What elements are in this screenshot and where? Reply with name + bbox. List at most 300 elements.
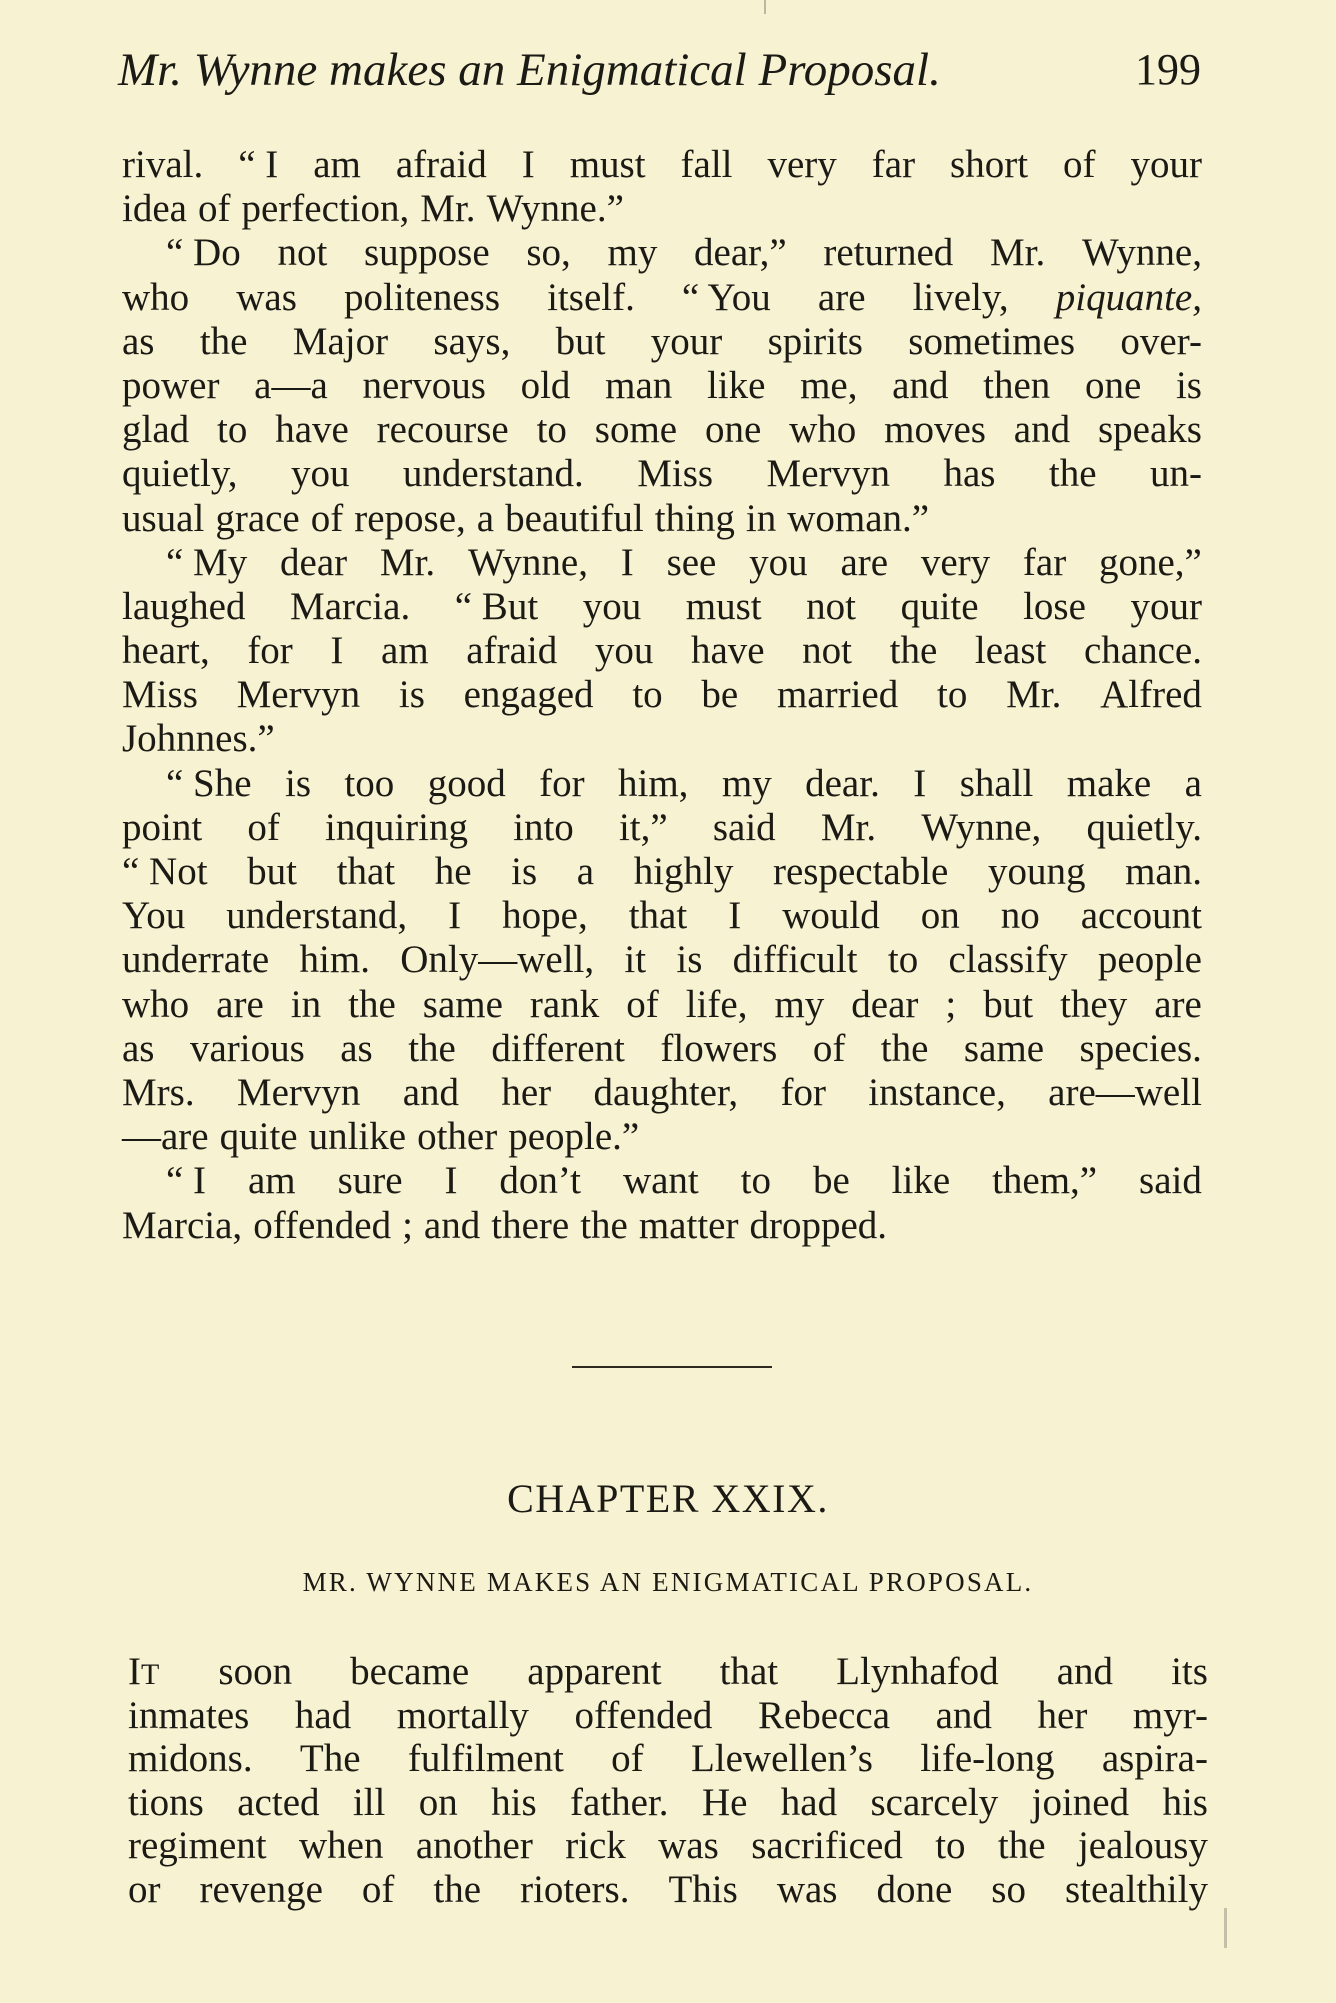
- word: ;: [945, 982, 957, 1026]
- word: don’t: [499, 1159, 582, 1203]
- word: not: [277, 231, 328, 275]
- word: I: [728, 894, 742, 938]
- text-line: [122, 187, 1202, 231]
- word: “ I: [238, 143, 279, 186]
- word: married: [776, 673, 899, 717]
- word: itself.: [547, 275, 635, 319]
- word: hope,: [502, 894, 588, 938]
- word: you: [290, 452, 350, 496]
- word: aspira-: [1101, 1737, 1208, 1781]
- word: flowers: [660, 1026, 778, 1070]
- word: you: [594, 629, 654, 673]
- word: but: [247, 850, 298, 893]
- text-line: [122, 320, 1202, 364]
- word: life,: [685, 982, 748, 1026]
- text-line: [122, 629, 1202, 673]
- word: too: [344, 761, 395, 805]
- word: and: [935, 1693, 992, 1737]
- word: acted: [237, 1780, 320, 1824]
- word: I: [521, 143, 535, 186]
- word: dropped.: [749, 1203, 888, 1247]
- word: Miss: [637, 452, 714, 496]
- word: old: [520, 363, 571, 407]
- word: joined: [1031, 1780, 1130, 1824]
- word: species.: [1079, 1026, 1202, 1070]
- word: Only—well,: [400, 938, 595, 982]
- word: Mr.: [420, 187, 476, 231]
- word: I: [620, 540, 634, 584]
- word: am: [313, 143, 361, 186]
- word: Major: [292, 319, 389, 363]
- text-line: [122, 231, 1202, 275]
- word: of: [1063, 143, 1096, 186]
- word: beautiful: [505, 496, 644, 540]
- word: and: [1013, 408, 1071, 452]
- word: good: [427, 761, 506, 805]
- word: I: [330, 629, 344, 673]
- word: him,: [618, 761, 689, 805]
- word: like: [891, 1159, 951, 1203]
- word: into: [513, 805, 574, 849]
- word: engaged: [463, 673, 594, 717]
- word: same: [963, 1026, 1045, 1070]
- word: “ She: [166, 761, 252, 805]
- word: when: [299, 1824, 384, 1868]
- word: him.: [299, 938, 370, 982]
- word: as: [340, 1026, 373, 1070]
- word: soon: [218, 1650, 293, 1693]
- word: a—a: [254, 363, 328, 407]
- word: but: [555, 319, 606, 363]
- word: the: [880, 1026, 929, 1070]
- word: the: [889, 629, 938, 673]
- word: regiment: [128, 1824, 267, 1868]
- word: speaks: [1097, 408, 1202, 452]
- upper-text-block: [122, 143, 1202, 1248]
- word: then: [983, 363, 1051, 407]
- word: like: [706, 363, 766, 407]
- word: Marcia,: [122, 1203, 243, 1247]
- word: it: [624, 938, 647, 982]
- word: am: [381, 629, 429, 673]
- word: have: [275, 408, 349, 452]
- text-line: [122, 850, 1202, 894]
- word: them,”: [992, 1159, 1098, 1203]
- word: unlike: [308, 1115, 407, 1159]
- word: mortally: [396, 1693, 529, 1737]
- word: repose,: [354, 496, 466, 540]
- word: lively,: [912, 275, 1009, 319]
- word: as: [122, 319, 155, 363]
- word: make: [1066, 761, 1152, 805]
- word: be: [812, 1159, 850, 1203]
- text-line: [122, 1159, 1202, 1203]
- word: are: [216, 982, 264, 1026]
- word: you: [582, 584, 642, 628]
- word: are: [1154, 982, 1202, 1026]
- word: recourse: [376, 408, 509, 452]
- word: shall: [959, 761, 1034, 805]
- word: Mr.: [990, 231, 1046, 275]
- word: same: [422, 982, 503, 1026]
- text-line: [122, 143, 1202, 187]
- text-line: [128, 1694, 1208, 1738]
- text-line: [122, 1027, 1202, 1071]
- word: heart,: [122, 629, 210, 673]
- word: and: [892, 363, 949, 407]
- word: Mervyn: [766, 452, 891, 496]
- word: one: [704, 408, 762, 452]
- word: to: [936, 673, 968, 717]
- page-edge-mark-bottom: [1224, 1908, 1227, 1948]
- word: stealthily: [1064, 1867, 1208, 1911]
- word: is: [284, 761, 311, 805]
- word: tions: [128, 1780, 204, 1824]
- word: chance.: [1083, 629, 1202, 673]
- word: classify: [948, 938, 1068, 982]
- word: sure: [337, 1159, 403, 1203]
- word: far: [871, 143, 916, 186]
- text-line: [122, 452, 1202, 496]
- text-line: [128, 1737, 1208, 1781]
- word: over-: [1120, 319, 1202, 363]
- word: of: [197, 187, 231, 231]
- word: Llewellen’s: [690, 1737, 873, 1781]
- word: apparent: [527, 1650, 662, 1693]
- word: offended: [574, 1693, 713, 1737]
- chapter-heading: CHAPTER XXIX.: [507, 1476, 829, 1521]
- running-head: [118, 38, 1201, 102]
- text-line: [122, 276, 1202, 320]
- word: other: [417, 1115, 498, 1159]
- word: who: [122, 275, 190, 319]
- word: dear: [851, 982, 919, 1026]
- word: my: [774, 982, 825, 1026]
- word: rank: [529, 982, 600, 1026]
- word: point: [122, 805, 203, 849]
- text-line: [122, 1204, 1202, 1248]
- word: but: [983, 982, 1034, 1026]
- word: respectable: [772, 850, 949, 893]
- word: Mervyn: [236, 673, 361, 717]
- word: I: [448, 894, 462, 938]
- word: said: [712, 805, 776, 849]
- word: offended: [253, 1203, 392, 1247]
- word: there: [491, 1203, 570, 1247]
- word: rick: [565, 1824, 626, 1868]
- word: that: [628, 894, 688, 938]
- word: in: [745, 496, 777, 540]
- word: me,: [800, 363, 858, 407]
- word: Alfred: [1100, 673, 1202, 717]
- word: IT: [128, 1650, 161, 1693]
- text-line: [122, 938, 1202, 982]
- word: sacrificed: [751, 1824, 903, 1868]
- word: life-long: [920, 1737, 1055, 1781]
- word: or: [128, 1867, 161, 1911]
- word: and: [1056, 1650, 1113, 1693]
- word: not: [802, 629, 853, 673]
- word: of: [812, 1026, 846, 1070]
- word: I: [444, 1159, 458, 1203]
- word: glad: [122, 408, 190, 452]
- word: ill: [352, 1780, 386, 1824]
- word: least: [974, 629, 1047, 673]
- word: “ But: [454, 584, 539, 628]
- word: account: [1080, 894, 1202, 938]
- word: daughter,: [593, 1070, 739, 1114]
- text-line: [122, 408, 1202, 452]
- text-line: [122, 673, 1202, 717]
- word: man: [605, 363, 673, 407]
- text-line: [122, 497, 1202, 541]
- word: must: [569, 143, 646, 186]
- word: suppose: [363, 231, 490, 275]
- lower-text-block: [128, 1650, 1208, 1912]
- word: you: [749, 540, 808, 584]
- word: to: [632, 673, 663, 717]
- word: have: [690, 629, 765, 673]
- word: your: [650, 319, 723, 363]
- word: done: [876, 1867, 953, 1911]
- word: moves: [884, 408, 986, 452]
- word: power: [122, 363, 220, 407]
- word: dear: [280, 540, 348, 584]
- word: different: [491, 1026, 625, 1070]
- word: thing: [654, 496, 735, 540]
- word: Mervyn: [236, 1070, 361, 1114]
- word: Mrs.: [122, 1070, 195, 1114]
- word: “ Do: [166, 231, 241, 275]
- word: one: [1084, 363, 1142, 407]
- word: nervous: [362, 363, 486, 407]
- word: the: [997, 1824, 1046, 1868]
- word: the: [433, 1867, 482, 1911]
- word: who: [789, 408, 857, 452]
- text-line: [122, 541, 1202, 585]
- word: highly: [633, 850, 734, 893]
- word: became: [350, 1650, 470, 1693]
- word: Wynne.”: [486, 187, 624, 231]
- word: was: [236, 275, 297, 319]
- word: in: [290, 982, 322, 1026]
- word: to: [740, 1159, 772, 1203]
- word: father.: [570, 1780, 669, 1824]
- word: the: [580, 1203, 628, 1247]
- word: piquante,: [1055, 275, 1202, 319]
- text-line: [128, 1650, 1208, 1694]
- word: for: [780, 1070, 826, 1114]
- word: not: [806, 584, 857, 628]
- word: man.: [1125, 850, 1202, 893]
- word: and: [402, 1070, 460, 1114]
- word: afraid: [466, 629, 558, 673]
- word: “ Not: [122, 850, 208, 893]
- word: Mr.: [1006, 673, 1062, 717]
- word: quietly,: [122, 452, 238, 496]
- word: revenge: [199, 1867, 323, 1911]
- word: it,”: [618, 805, 668, 849]
- word: some: [594, 408, 678, 452]
- word: are—well: [1048, 1070, 1202, 1114]
- word: inmates: [128, 1693, 250, 1737]
- word: lose: [1023, 584, 1086, 628]
- word: my: [607, 231, 658, 275]
- text-line: [122, 717, 1202, 761]
- word: had: [294, 1693, 352, 1737]
- word: says,: [433, 319, 511, 363]
- text-line: [122, 762, 1202, 806]
- word: to: [935, 1824, 966, 1868]
- word: that: [336, 850, 396, 893]
- word: quietly.: [1086, 805, 1202, 849]
- word: You: [122, 894, 186, 938]
- word: has: [943, 452, 996, 496]
- word: —are: [122, 1115, 209, 1159]
- word: understand,: [226, 894, 408, 938]
- text-line: [122, 806, 1202, 850]
- word: is: [398, 673, 425, 717]
- text-line: [122, 585, 1202, 629]
- word: midons.: [128, 1737, 253, 1781]
- text-line: [122, 894, 1202, 938]
- word: various: [189, 1026, 305, 1070]
- word: short: [950, 143, 1029, 186]
- word: He: [701, 1780, 748, 1824]
- word: on: [920, 894, 960, 938]
- word: no: [1000, 894, 1040, 938]
- word: fall: [680, 143, 733, 186]
- word: woman.”: [787, 496, 930, 540]
- word: of: [361, 1867, 395, 1911]
- word: underrate: [122, 938, 270, 982]
- word: quite: [219, 1115, 298, 1159]
- word: its: [1171, 1650, 1208, 1693]
- running-head-title: Mr. Wynne makes an Enigmatical Proposal.: [118, 44, 941, 96]
- word: dear.: [805, 761, 880, 805]
- word: Marcia.: [290, 584, 411, 628]
- word: so,: [526, 231, 571, 275]
- word: quite: [900, 584, 979, 628]
- word: and: [423, 1203, 481, 1247]
- word: grace: [215, 496, 300, 540]
- word: they: [1060, 982, 1128, 1026]
- word: Wynne,: [921, 805, 1042, 849]
- word: a: [576, 850, 595, 893]
- word: jealousy: [1077, 1824, 1208, 1868]
- word: The: [299, 1737, 361, 1781]
- word: very: [767, 143, 837, 186]
- word: am: [247, 1159, 296, 1203]
- word: want: [622, 1159, 699, 1203]
- word: had: [780, 1780, 838, 1824]
- word: Johnnes.”: [122, 717, 275, 761]
- word: afraid: [395, 143, 487, 186]
- word: is: [511, 850, 538, 893]
- word: for: [247, 629, 293, 673]
- word: said: [1139, 1159, 1202, 1203]
- word: matter: [638, 1203, 739, 1247]
- text-line: [128, 1868, 1208, 1912]
- text-line: [122, 1115, 1202, 1159]
- word: your: [1130, 143, 1202, 186]
- word: perfection,: [241, 187, 410, 231]
- word: was: [776, 1867, 838, 1911]
- word: returned: [823, 231, 954, 275]
- word: who: [122, 982, 190, 1026]
- word: her: [1037, 1693, 1088, 1737]
- page-edge-mark: [764, 0, 766, 14]
- word: of: [626, 982, 659, 1026]
- section-divider-rule: [572, 1366, 772, 1368]
- word: understand.: [402, 452, 584, 496]
- word: rival.: [122, 143, 204, 186]
- text-line: [128, 1781, 1208, 1825]
- word: was: [658, 1824, 719, 1868]
- word: dear,”: [694, 231, 787, 275]
- chapter-subtitle: MR. WYNNE MAKES AN ENIGMATICAL PROPOSAL.: [302, 1567, 1034, 1597]
- word: your: [1130, 584, 1202, 628]
- word: for: [539, 761, 585, 805]
- word: to: [217, 408, 248, 452]
- word: ;: [402, 1203, 413, 1247]
- word: to: [887, 938, 919, 982]
- word: must: [685, 584, 762, 628]
- word: “ I: [166, 1159, 207, 1203]
- word: are: [817, 275, 866, 319]
- word: as: [122, 1026, 155, 1070]
- word: Miss: [122, 673, 198, 717]
- page-number: 199: [1135, 45, 1201, 94]
- word: sometimes: [908, 319, 1076, 363]
- word: a: [476, 496, 495, 540]
- word: idea: [122, 187, 187, 231]
- word: another: [415, 1824, 533, 1868]
- text-line: [122, 364, 1202, 408]
- word: her: [501, 1070, 552, 1114]
- word: scarcely: [870, 1780, 999, 1824]
- word: he: [434, 850, 472, 893]
- word: instance,: [868, 1070, 1006, 1114]
- word: Wynne,: [467, 540, 588, 584]
- word: myr-: [1132, 1693, 1208, 1737]
- word: “ My: [166, 540, 248, 584]
- word: of: [247, 805, 280, 849]
- word: Llynhafod: [836, 1650, 999, 1693]
- word: is: [1175, 363, 1202, 407]
- text-line: [122, 983, 1202, 1027]
- word: “ You: [681, 275, 771, 319]
- word: the: [348, 982, 396, 1026]
- word: his: [491, 1780, 537, 1824]
- word: are: [840, 540, 889, 584]
- word: be: [701, 673, 739, 717]
- word: a: [1184, 761, 1202, 805]
- word: Wynne,: [1081, 231, 1202, 275]
- word: to: [536, 408, 567, 452]
- word: people.”: [508, 1115, 640, 1159]
- word: the: [1048, 452, 1097, 496]
- word: un-: [1150, 452, 1202, 496]
- word: see: [666, 540, 717, 584]
- word: Mr.: [379, 540, 436, 584]
- word: far: [1022, 540, 1067, 584]
- word: I: [913, 761, 927, 805]
- text-line: [122, 1071, 1202, 1115]
- word: usual: [122, 496, 205, 540]
- text-line: [128, 1824, 1208, 1868]
- word: young: [987, 850, 1086, 893]
